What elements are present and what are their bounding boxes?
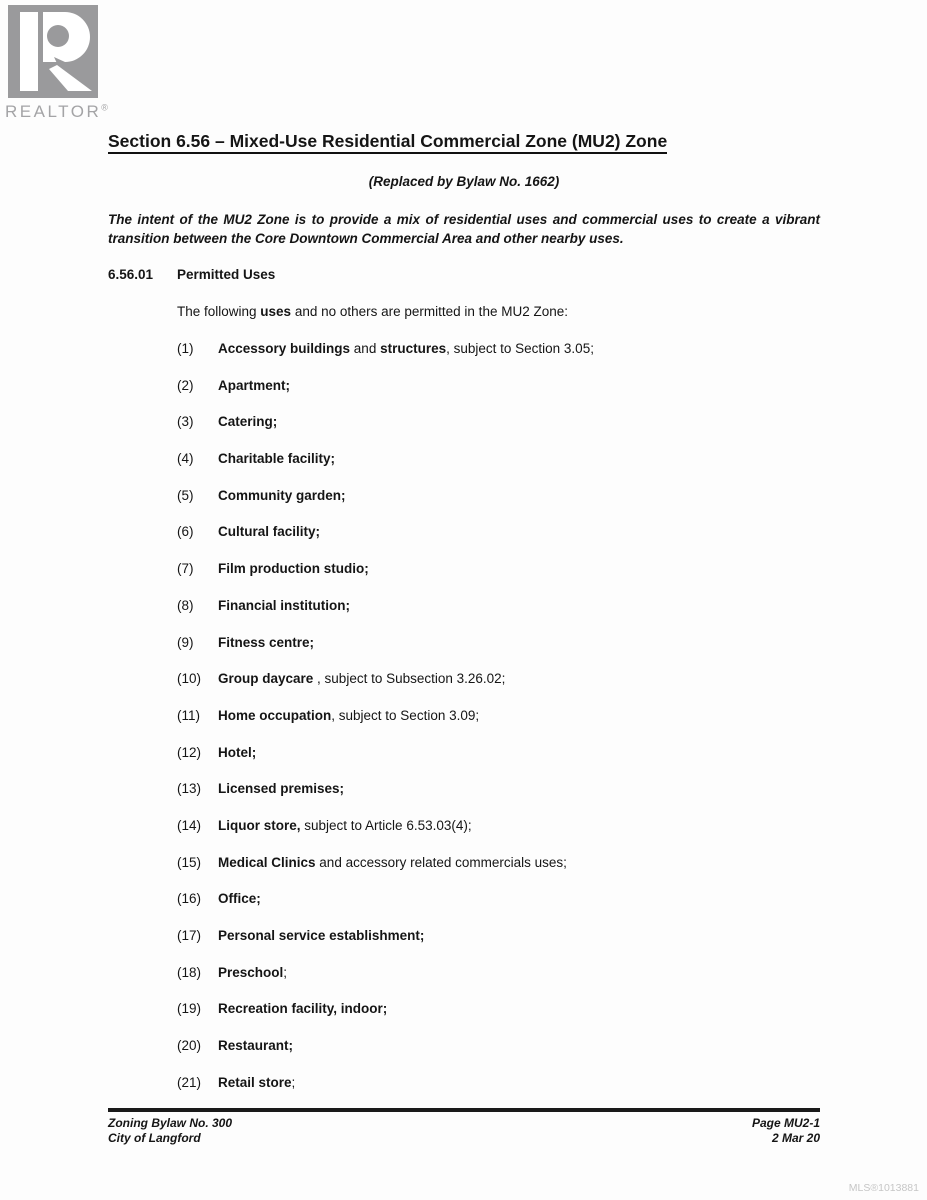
item-number: (2): [177, 377, 194, 393]
item-text: [218, 450, 820, 468]
text-segment: Office;: [218, 891, 261, 907]
intent-paragraph: The intent of the MU2 Zone is to provide a mix of residential uses and commercial uses to create a vibrant transition between the Core Downtown Commercial Area and other nearby uses.: [108, 212, 820, 246]
text-segment: Accessory buildings: [218, 341, 351, 356]
permitted-use-item: [177, 597, 820, 615]
item-number: (16): [177, 891, 202, 907]
permitted-uses-list: [177, 340, 820, 1092]
text-segment: Catering;: [218, 414, 278, 430]
permitted-use-item: [177, 744, 820, 762]
permitted-use-item: [177, 854, 820, 872]
registered-mark: ®: [101, 102, 108, 113]
item-text: [218, 523, 820, 541]
item-text: [218, 964, 820, 982]
text-segment: , subject to Section 3.05;: [446, 341, 594, 356]
item-text: [218, 890, 820, 908]
item-number: (18): [177, 964, 202, 980]
permitted-use-item: [177, 927, 820, 945]
permitted-use-item: [177, 560, 820, 578]
text-segment: Group daycare: [218, 671, 314, 687]
item-number: (6): [177, 524, 194, 540]
city-name: City of Langford: [108, 1131, 201, 1145]
realtor-r-icon: [8, 5, 98, 98]
text-segment: Liquor store,: [218, 817, 301, 833]
text-segment: Financial institution;: [218, 597, 350, 613]
text-segment: Home occupation: [218, 707, 332, 723]
permitted-uses-intro: [177, 303, 820, 321]
item-number: (4): [177, 451, 194, 467]
item-number: (5): [177, 487, 194, 503]
section-title: Section 6.56 – Mixed-Use Residential Commercial Zone (MU2) Zone: [108, 130, 820, 152]
permitted-use-item: [177, 1000, 820, 1018]
item-text: [218, 780, 820, 798]
text-segment: Film production studio;: [218, 561, 369, 577]
item-number: (12): [177, 744, 202, 760]
item-text: [218, 377, 820, 395]
item-number: (3): [177, 414, 194, 430]
text-segment: Personal service establishment;: [218, 928, 425, 943]
item-text: [218, 340, 820, 358]
permitted-use-item: [177, 964, 820, 982]
text-segment: , subject to Section 3.09;: [331, 707, 480, 723]
item-text: [218, 634, 820, 652]
section-heading: Permitted Uses: [177, 267, 276, 282]
item-number: (14): [177, 817, 202, 833]
item-number: (8): [177, 597, 194, 613]
text-segment: and no others are permitted in the MU2 Zone:: [291, 304, 568, 319]
text-segment: Apartment;: [218, 377, 291, 393]
text-segment: Retail store: [218, 1074, 292, 1090]
item-text: [218, 854, 820, 872]
text-segment: ;: [291, 1074, 296, 1090]
page-number: Page MU2-1: [751, 1116, 820, 1130]
document-content: [108, 0, 820, 1110]
permitted-use-item: [177, 450, 820, 468]
footer-right: [752, 1116, 820, 1146]
text-segment: and accessory related commercials uses;: [315, 854, 567, 870]
item-text: [218, 1000, 820, 1018]
item-number: (13): [177, 781, 202, 797]
text-segment: Recreation facility, indoor;: [218, 1001, 388, 1017]
text-segment: Fitness centre;: [218, 634, 315, 650]
text-segment: uses: [260, 304, 292, 319]
item-text: [218, 1074, 820, 1092]
item-number: (21): [177, 1074, 202, 1090]
realtor-logo: [5, 5, 108, 122]
section-heading-row: [108, 266, 820, 284]
item-number: (17): [177, 928, 202, 943]
item-text: [218, 487, 820, 505]
mls-watermark: MLS®1013881: [848, 1182, 919, 1194]
item-text: [218, 1037, 820, 1055]
permitted-use-item: [177, 340, 820, 358]
item-number: (1): [177, 341, 194, 356]
page-footer: [108, 1108, 820, 1146]
permitted-use-item: [177, 670, 820, 688]
text-segment: Cultural facility;: [218, 524, 321, 540]
item-text: [218, 707, 820, 725]
item-text: [218, 744, 820, 762]
item-text: [218, 597, 820, 615]
permitted-use-item: [177, 487, 820, 505]
item-number: (20): [177, 1038, 202, 1054]
text-segment: Medical Clinics: [218, 854, 316, 870]
footer-left: [108, 1116, 232, 1146]
item-text: [218, 817, 820, 835]
text-segment: Restaurant;: [218, 1038, 294, 1054]
permitted-use-item: [177, 780, 820, 798]
text-segment: The following: [177, 304, 261, 319]
permitted-use-item: [177, 1037, 820, 1055]
item-number: (15): [177, 854, 202, 870]
text-segment: Hotel;: [218, 744, 257, 760]
section-number: 6.56.01: [108, 267, 154, 282]
item-number: (9): [177, 634, 194, 650]
text-segment: structures: [380, 341, 447, 356]
text-segment: Community garden;: [218, 487, 346, 503]
text-segment: Charitable facility;: [218, 451, 336, 467]
item-number: (11): [177, 707, 201, 723]
permitted-use-item: [177, 634, 820, 652]
text-segment: ;: [283, 964, 288, 980]
item-number: (19): [177, 1001, 202, 1017]
permitted-use-item: [177, 413, 820, 431]
permitted-use-item: [177, 1074, 820, 1092]
revision-date: 2 Mar 20: [771, 1131, 820, 1145]
item-number: (7): [177, 561, 194, 577]
permitted-use-item: [177, 523, 820, 541]
text-segment: , subject to Subsection 3.26.02;: [313, 671, 506, 687]
replaced-by-note: (Replaced by Bylaw No. 1662): [368, 174, 560, 189]
text-segment: Licensed premises;: [218, 781, 345, 797]
item-text: [218, 927, 820, 945]
item-number: (10): [177, 671, 202, 687]
item-text: [218, 413, 820, 431]
text-segment: Preschool: [218, 964, 284, 980]
permitted-use-item: [177, 707, 820, 725]
permitted-use-item: [177, 890, 820, 908]
bylaw-number: Zoning Bylaw No. 300: [108, 1116, 233, 1130]
item-text: [218, 560, 820, 578]
permitted-use-item: [177, 817, 820, 835]
text-segment: and: [350, 341, 381, 356]
text-segment: subject to Article 6.53.03(4);: [300, 817, 472, 833]
permitted-use-item: [177, 377, 820, 395]
realtor-wordmark: REALTOR®: [5, 102, 108, 121]
item-text: [218, 670, 820, 688]
